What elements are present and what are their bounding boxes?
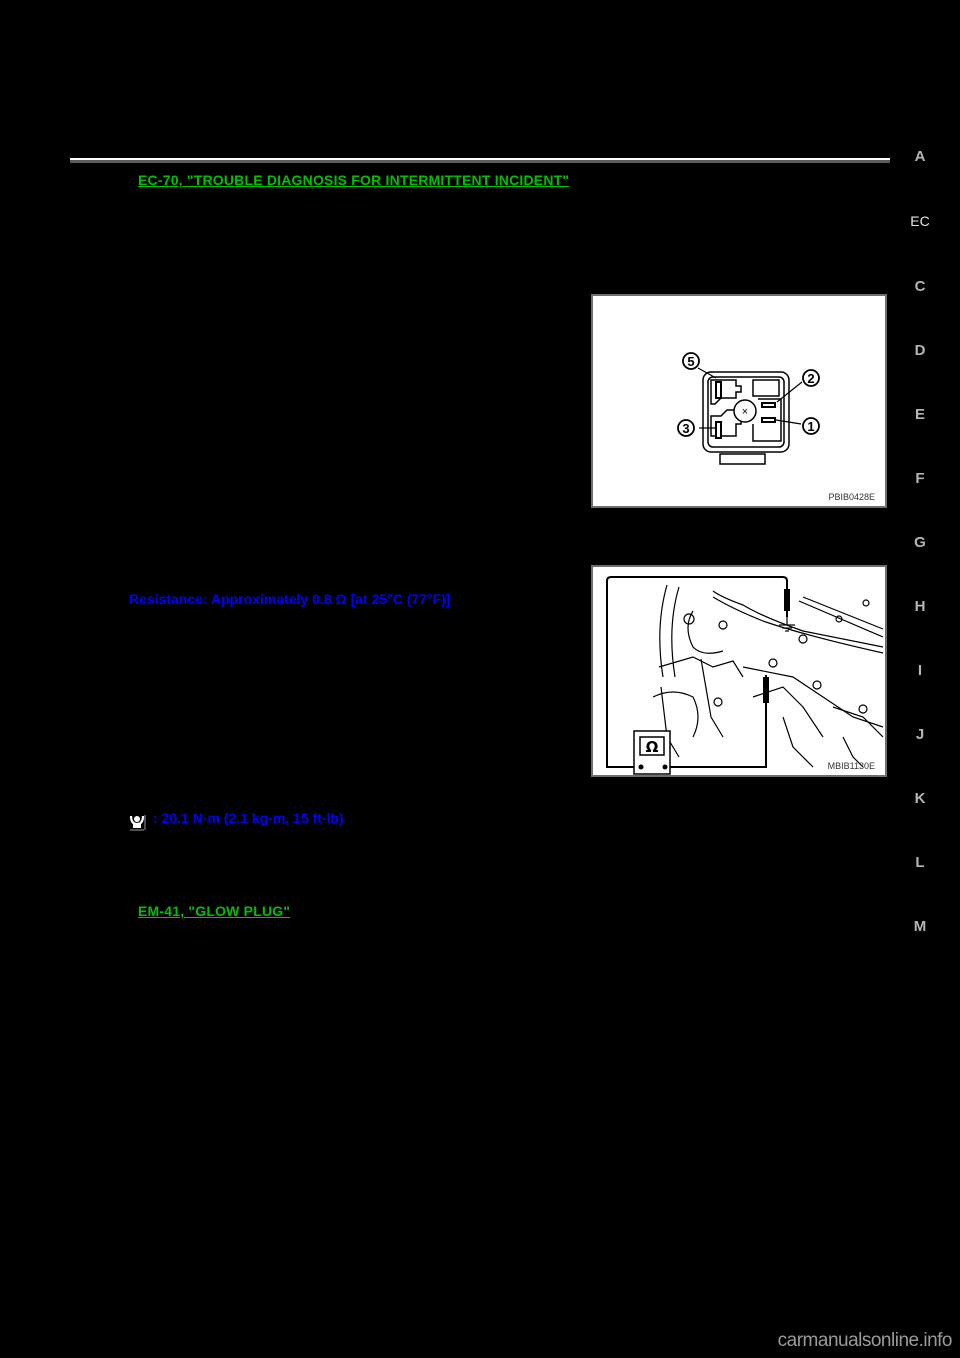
relay-terminal-diagram	[593, 296, 885, 506]
watermark[interactable]: carmanualsonline.info	[777, 1330, 952, 1351]
side-index-j[interactable]: J	[915, 726, 925, 743]
figure-code: MBIB1130E	[827, 761, 875, 771]
relay-connector-figure	[591, 294, 887, 508]
side-index-m[interactable]: M	[913, 918, 927, 935]
side-index-l[interactable]: L	[915, 854, 925, 871]
torque-spec: : 20.1 N·m (2.1 kg-m, 15 ft-lb)	[153, 810, 344, 826]
svg-text:5: 5	[687, 354, 695, 369]
svg-text:×: ×	[741, 406, 749, 418]
svg-text:1: 1	[807, 419, 815, 434]
side-index-d[interactable]: D	[914, 342, 926, 359]
torque-wrench-icon	[128, 812, 146, 832]
svg-text:2: 2	[807, 371, 815, 386]
resistance-spec: Resistance: Approximately 0.8 Ω [at 25°C (77°F)]	[129, 591, 451, 607]
side-index-g[interactable]: G	[914, 534, 926, 551]
glow-plug-link[interactable]: EM-41, "GLOW PLUG"	[138, 903, 291, 919]
side-index-i[interactable]: I	[917, 662, 923, 679]
svg-text:3: 3	[682, 421, 690, 436]
figure-code: PBIB0428E	[828, 492, 875, 502]
side-index-f[interactable]: F	[915, 470, 925, 487]
engine-glow-plug-diagram	[593, 567, 885, 775]
side-index-k[interactable]: K	[914, 790, 926, 807]
trouble-diagnosis-link[interactable]: EC-70, "TROUBLE DIAGNOSIS FOR INTERMITTENT INCIDENT"	[138, 172, 570, 188]
glow-plug-resistance-figure	[591, 565, 887, 777]
side-index-c[interactable]: C	[914, 278, 926, 295]
side-index-e[interactable]: E	[914, 406, 925, 423]
header-rule	[70, 160, 890, 163]
side-index-a[interactable]: A	[914, 148, 926, 165]
ohm-icon: Ω	[645, 738, 659, 756]
side-index-h[interactable]: H	[914, 598, 926, 615]
side-index-ec[interactable]: EC	[910, 213, 930, 229]
